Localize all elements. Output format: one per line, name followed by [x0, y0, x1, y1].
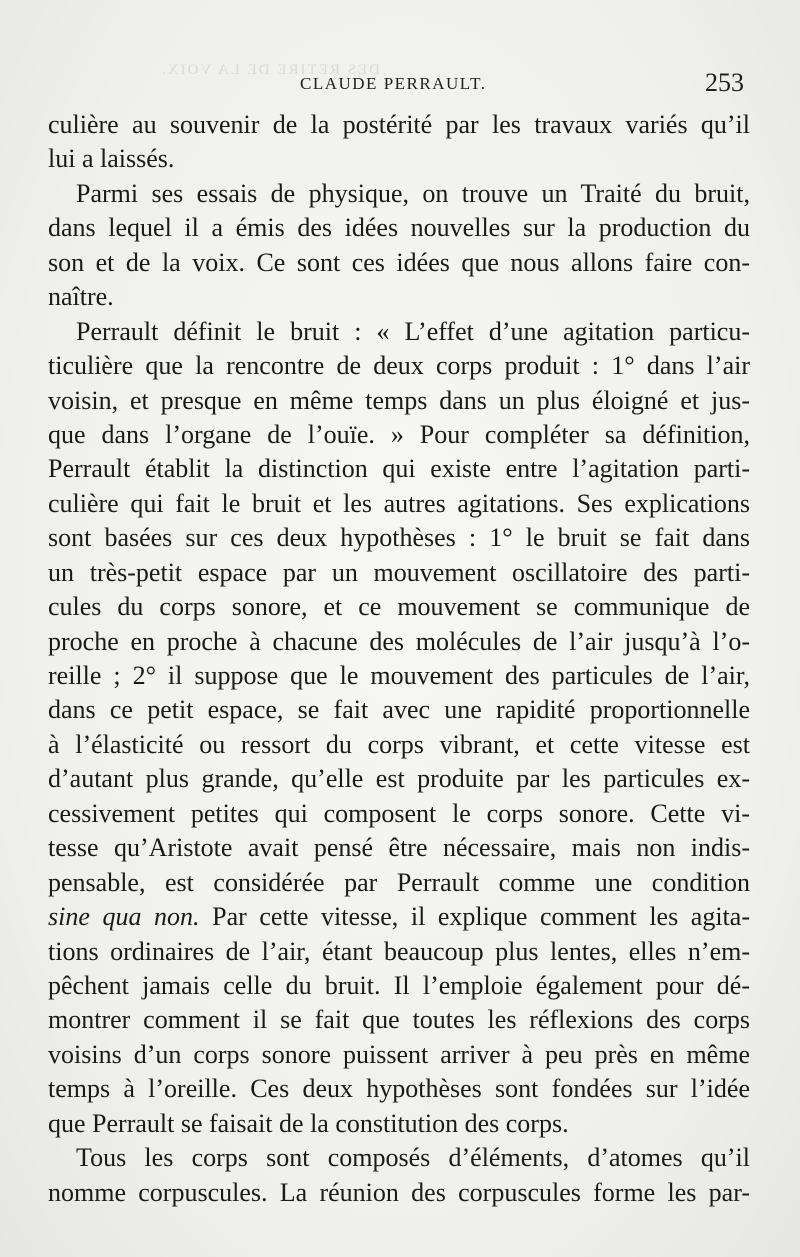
text-line: son et de la voix. Ce sont ces idées que nous allons faire con-: [48, 247, 750, 277]
text-line: Parmi ses essais de physique, on trouve un Traité du bruit,: [76, 178, 750, 208]
text-line: voisins d’un corps sonore puissent arriver à peu près en même: [48, 1039, 750, 1069]
text-line: proche en proche à chacune des molécules de l’air jusqu’à l’o-: [48, 626, 750, 656]
text-line: que dans l’organe de l’ouïe. » Pour compléter sa définition,: [48, 419, 750, 449]
italic-phrase: sine qua non.: [48, 902, 200, 932]
text-line: Perrault définit le bruit : « L’effet d’une agitation particu-: [76, 316, 750, 346]
text-line: reille ; 2° il suppose que le mouvement des particules de l’air,: [48, 661, 750, 690]
text-line: [48, 900, 750, 934]
text-line: dans lequel il a émis des idées nouvelles sur la production du: [48, 213, 750, 243]
body-text: [48, 108, 750, 1210]
text-line: tions ordinaires de l’air, étant beaucoup plus lentes, elles n’em-: [48, 936, 750, 966]
text-line: pensable, est considérée par Perrault comme une condition: [48, 867, 750, 897]
page-number: 253: [705, 68, 744, 97]
text-line: Perrault établit la distinction qui existe entre l’agitation parti-: [48, 454, 750, 484]
text-line: à l’élasticité ou ressort du corps vibrant, et cette vitesse est: [48, 729, 750, 759]
text-line: culière au souvenir de la postérité par les travaux variés qu’il: [48, 110, 750, 139]
text-line: un très-petit espace par un mouvement oscillatoire des parti-: [48, 557, 750, 587]
line-remainder: Par cette vitesse, il explique comment les agita-: [199, 902, 750, 932]
text-line: ticulière que la rencontre de deux corps produit : 1° dans l’air: [48, 351, 750, 381]
text-line: que Perrault se faisait de la constitution des corps.: [48, 1108, 569, 1138]
text-line: Tous les corps sont composés d’éléments, d’atomes qu’il: [76, 1143, 750, 1173]
running-head: CLAUDE PERRAULT.: [300, 74, 487, 93]
text-line: cules du corps sonore, et ce mouvement se communique de: [48, 592, 750, 622]
text-line: cessivement petites qui composent le corps sonore. Cette vi-: [48, 798, 750, 828]
text-line: sont basées sur ces deux hypothèses : 1° le bruit se fait dans: [48, 523, 750, 553]
text-line: tesse qu’Aristote avait pensé être nécessaire, mais non indis-: [48, 833, 750, 863]
text-line: lui a laissés.: [48, 144, 175, 174]
text-line: montrer comment il se fait que toutes les réflexions des corps: [48, 1005, 750, 1035]
text-line: culière qui fait le bruit et les autres agitations. Ses explications: [48, 488, 750, 518]
bleed-through-text: DES RETIRE DE LA VOIX.: [160, 62, 380, 78]
text-line: d’autant plus grande, qu’elle est produite par les particules ex-: [48, 764, 750, 794]
text-line: voisin, et presque en même temps dans un plus éloigné et jus-: [48, 385, 750, 415]
text-line: temps à l’oreille. Ces deux hypothèses sont fondées sur l’idée: [48, 1074, 750, 1104]
text-line: pêchent jamais celle du bruit. Il l’emploie également pour dé-: [48, 970, 750, 1000]
text-line: naître.: [48, 282, 114, 312]
text-line: nomme corpuscules. La réunion des corpuscules forme les par-: [48, 1177, 750, 1207]
text-line: dans ce petit espace, se fait avec une rapidité proportionnelle: [48, 695, 750, 725]
